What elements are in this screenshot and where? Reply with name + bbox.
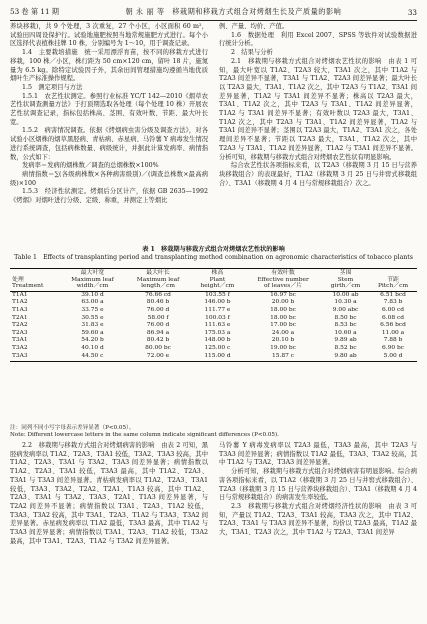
value-cell: 6.90 bc [381, 344, 405, 351]
value-cell: 111.77 e [204, 306, 231, 313]
value-cell: 100.03 f [205, 314, 230, 321]
value-cell: 44.50 c [60, 353, 126, 362]
treatment-cell: T3A3 [10, 353, 60, 362]
value-cell: 33.75 e [81, 306, 104, 313]
paragraph: 养块移栽)，共 9 个处理，3 次重复，27 个小区，小区面积 60 m²，试验田四周设保护行。试验地施肥按照当地常规施肥方式进行。每个小区选择代表植株挂牌 10 株，分别编号为 1～10，用于调查记录。 [10, 23, 208, 48]
treatment-cell: T2A3 [12, 329, 28, 336]
column-header: 有效叶数 Effective number of leaves／片 [244, 269, 322, 292]
table-body [10, 291, 417, 361]
value-cell: 58.00 f [147, 314, 169, 321]
treatment-cell: T3A2 [12, 344, 28, 351]
column-header: 茎围 Stem girth／cm [322, 269, 369, 292]
paragraph: 1.5.3 经济性状测定。烤烟后分区计产，依据 GB 2635—1992《烤烟》对烟叶进行分级、定级、称重，并测定上等烟比 [10, 188, 208, 205]
paragraph: 马铃薯 Y 病毒发病率以 T2A3 最低，T3A3 最高，其中 T2A3 与 T3A3 间差异显著；病情指数以 T1A2 最低，T3A3、T3A2 较高，其中 T1A2 与 T3A2、T3A3 间差异显著。 [219, 442, 417, 467]
page-number: 33 [407, 7, 417, 17]
value-cell: 72.00 e [125, 353, 191, 362]
agronomic-traits-table [10, 268, 417, 362]
column-header: 株高 Plant height／cm [191, 269, 244, 292]
left-column-top [10, 23, 208, 206]
table-note [10, 425, 417, 439]
value-cell: 148.00 b [204, 337, 231, 344]
value-cell: 146.00 b [204, 299, 231, 306]
value-cell: 6.08 cd [381, 314, 405, 321]
value-cell: 6.51 bcd [380, 291, 406, 298]
table-caption [10, 246, 417, 262]
treatment-cell: T1A3 [12, 306, 28, 313]
value-cell: 20.00 b [271, 299, 295, 306]
value-cell: 80.00 bc [145, 344, 171, 351]
table-caption-en: Table 1 Effects of transplanting period and transplanting method combination on agronomic characteristics of tobacco plants [14, 254, 413, 261]
table-row [10, 337, 417, 345]
paragraph: 1.5.1 农艺性状测定。参照行业标准 YC/T 142—2010《烟草农艺性状调查测量方法》于打顶期选取各处理（每个处理 10 株）开展农艺性状调查记录，指标包括株高、茎围、有效叶数、节距、最大叶长宽。 [10, 92, 208, 126]
column-header: 最大叶长 Maximum leaf length／cm [125, 269, 191, 292]
paragraph: 2.3 移栽期与移栽方式组合对烤烟经济性状的影响 由表 3 可知，产量以 T1A2、T2A3、T3A1 较高，T3A3 次之，其中 T1A2、T2A3、T3A1 与 T3A3 间差异不显著，均价以 T2A3 最高，T1A2 最大，T3A1、T2A3 次之，其中 T1A2 与 T2A3、T3A1 间差异 [219, 502, 417, 537]
left-column-bottom [10, 442, 208, 546]
value-cell: 39.10 d [81, 291, 104, 298]
article-running-title: 朝 永 丽 等 移栽期和移栽方式组合对烤烟生长及产质量的影响 [125, 7, 342, 16]
table-note-cn: 注：同列不同小写字母表示差异显著（P<0.05）。 [10, 425, 135, 431]
treatment-cell: T2A1 [12, 314, 28, 321]
value-cell: 103.55 f [205, 291, 230, 298]
table-row [10, 330, 417, 338]
value-cell: 63.00 a [81, 299, 104, 306]
column-header: 处理 Treatment [10, 269, 60, 292]
table-row [10, 315, 417, 323]
table-header-row [10, 269, 417, 292]
value-cell: 59.60 a [81, 329, 104, 336]
paragraph: 1.4 主要栽培措施 统一采用漂浮育苗，按不同的移栽方式进行移栽，100 株／小区，株行距为 50 cm×120 cm，留叶 18 片，施氮量为 6.5 kg。除特定试验因子外，其余田间管理措施均遵循当地优质烟叶生产标准操作规程。 [10, 49, 208, 83]
value-cell: 17.00 bc [270, 322, 296, 329]
table-caption-cn: 表 1 移栽期与移栽方式组合对烤烟农艺性状的影响 [142, 246, 285, 253]
value-cell: 175.03 a [204, 329, 231, 336]
paragraph: 2.2 移栽期与移栽方式组合对烤烟病害的影响 由表 2 可知，黑胫病发病率以 T1A2、T2A3、T3A1 较低，T3A2、T3A3 较高，其中 T1A2、T2A3、T3A1 与 T3A2、T3A3 间差异显著；病情指数以 T1A2、T2A3、T3A1 较低，T3A3 最高，其中 T1A2、T2A3、T3A1 与 T3A3 间差异显著。青枯病发病率以 T1A2、T2A3、T3A1 较低，T3A3、T3A2、T2A2、T2A1、T1A3 较高，其中 T1A2、T2A3、T3A1 与 T3A2、T3A3、T2A1、T1A3 间差异显著，与 T2A2 间差异不显著；病情指数以 T3A1、T2A3、T1A2 较低，T3A3、T3A2 较高，其中 T3A1、T2A3、T1A2 与 T3A3、T3A2 间差异显著。赤星病发病率以 T1A2 最低，T3A3 最高，其中 T1A2 与 T3A3 间差异显著；病情指数以 T3A1、T2A3、T1A2 较低，T3A2 最高，其中 T3A1、T2A3、T1A2 与 T3A2 间差异显著。 [10, 442, 208, 545]
value-cell: 10.60 a [334, 329, 357, 336]
table-row [10, 299, 417, 307]
value-cell: 24.00 a [271, 329, 295, 336]
table-row [10, 353, 417, 362]
treatment-cell: T3A1 [12, 337, 28, 344]
value-cell: 40.10 d [81, 344, 104, 351]
value-cell: 9.80 ab [322, 353, 369, 362]
volume-issue: 53 卷 第 11 期 [10, 7, 59, 16]
right-column-bottom [219, 442, 417, 538]
value-cell: 80.42 b [146, 337, 170, 344]
paragraph: 发病率＝发病的烟株数／调查的总烟株数×100% [22, 162, 159, 170]
value-cell: 76.66 cd [145, 291, 171, 298]
value-cell: 8.50 bc [334, 314, 357, 321]
value-cell: 16.97 bc [270, 291, 296, 298]
value-cell: 30.55 e [81, 314, 104, 321]
paragraph: 1.6 数据处理 利用 Excel 2007、SPSS 等软件对试验数据进行统计分析。 [219, 31, 417, 48]
value-cell: 54.20 b [81, 337, 104, 344]
value-cell: 10.00 ab [332, 291, 359, 298]
value-cell: 7.83 b [383, 299, 403, 306]
value-cell: 76.00 d [146, 322, 170, 329]
value-cell: 10.30 a [334, 299, 357, 306]
value-cell: 9.89 ab [334, 337, 357, 344]
value-cell: 125.00 c [204, 344, 231, 351]
table-row [10, 322, 417, 330]
value-cell: 31.83 e [81, 322, 104, 329]
paragraph: 1.5.2 病害情况调查。依据《烤烟病虫害分级及调查方法》，对各试验小区烟株的烟草黑胫病、青枯病、赤星病、马铃薯 Y 病毒发生情况进行系统调查，包括病株数量、病级统计，并据此计算发病率、病情指数，公式如下： [10, 127, 208, 161]
value-cell: 86.94 a [146, 329, 170, 336]
treatment-cell: T1A2 [12, 299, 28, 306]
value-cell: 6.00 cd [381, 306, 405, 313]
table-row [10, 345, 417, 353]
value-cell: 19.00 bc [270, 344, 296, 351]
value-cell: 9.00 abc [332, 306, 359, 313]
value-cell: 6.56 bcd [380, 322, 406, 329]
value-cell: 76.00 d [146, 306, 170, 313]
value-cell: 8.53 bc [334, 322, 357, 329]
value-cell: 115.00 d [191, 353, 244, 362]
paragraph: 病情指数＝∑(各级病株数×各种病害级别)／(调查总株数×最高病级)×100 [10, 170, 208, 187]
table-row [10, 291, 417, 299]
value-cell: 7.88 b [383, 337, 403, 344]
column-header: 最大叶宽 Maximum leaf width／cm [60, 269, 126, 292]
value-cell: 8.52 bc [334, 344, 357, 351]
paragraph: 1.5 测定项目与方法 [22, 83, 83, 91]
column-header: 节距 Pitch／cm [369, 269, 417, 292]
value-cell: 20.10 b [271, 337, 295, 344]
treatment-cell: T2A2 [12, 322, 28, 329]
paragraph: 2.1 移栽期与移栽方式组合对烤烟农艺性状的影响 由表 1 可知，最大叶宽以 T1A2、T2A3 较大，T3A1 次之，其中 T1A2 与 T2A3 间差异不显著，T3A1 与 T1A2、T2A3 间差异显著；最大叶长以 T2A3 最大，T3A1、T1A2 次之，其中 T2A3 与 T1A2、T3A1 间差异显著，T1A2 与 T3A1 间差异不显著；株高以 T2A3 最大，T3A1、T1A2 次之，其中 T2A3 与 T3A1、T1A2 间差异显著，T1A2 与 T3A1 间差异不显著；有效叶数以 T2A3 最大，T3A1、T1A2 次之，其中 T2A3 与 T3A1、T1A2 间差异显著，T1A2 与 T3A1 间差异不显著；茎围以 T2A3 最大，T1A2、T3A1 次之，各处理间差异不显著；节距以 T2A3 最大，T3A1、T1A2 次之，其中 T2A3 与 T3A1、T1A2 间差异显著，T1A2 与 T3A1 间差异不显著。分析可知，移栽期与移栽方式组合对烤烟农艺性状有明显影响。 [219, 57, 417, 161]
table-row [10, 307, 417, 315]
value-cell: 15.87 c [244, 353, 322, 362]
value-cell: 18.00 bc [270, 314, 296, 321]
paragraph: 综合农艺性状各项指标来看，以 T2A3（移栽期 3 月 15 日与营养块移栽组合）的表现最好，T1A2（移栽期 3 月 25 日与井窖式移栽组合）、T3A1（移栽期 4 月 4 日与常规移栽组合）次之。 [219, 162, 417, 187]
treatment-cell: T1A1 [12, 291, 28, 298]
paragraph: 分析可知，移栽期与移栽方式组合对烤烟病害有明显影响。综合病害各项指标来看，以 T1A2（移栽期 3 月 25 日与井窖式移栽组合）、T2A3（移栽期 3 月 15 日与营养块移栽组合）、T3A1（移栽期 4 月 4 日与常规移栽组合）的病害发生率较低。 [219, 468, 417, 502]
value-cell: 111.63 e [204, 322, 231, 329]
value-cell: 11.00 a [381, 329, 405, 336]
table-note-en: Note: Different lowercase letters in the same column indicate significant differences (P<0.05). [10, 432, 279, 438]
value-cell: 5.00 d [369, 353, 417, 362]
running-header [10, 6, 417, 21]
paragraph: 2 结果与分析 [231, 49, 273, 57]
value-cell: 18.00 bc [270, 306, 296, 313]
value-cell: 80.46 b [146, 299, 170, 306]
right-column-top [219, 23, 417, 188]
paragraph: 例、产量、均价、产值。 [219, 23, 289, 30]
